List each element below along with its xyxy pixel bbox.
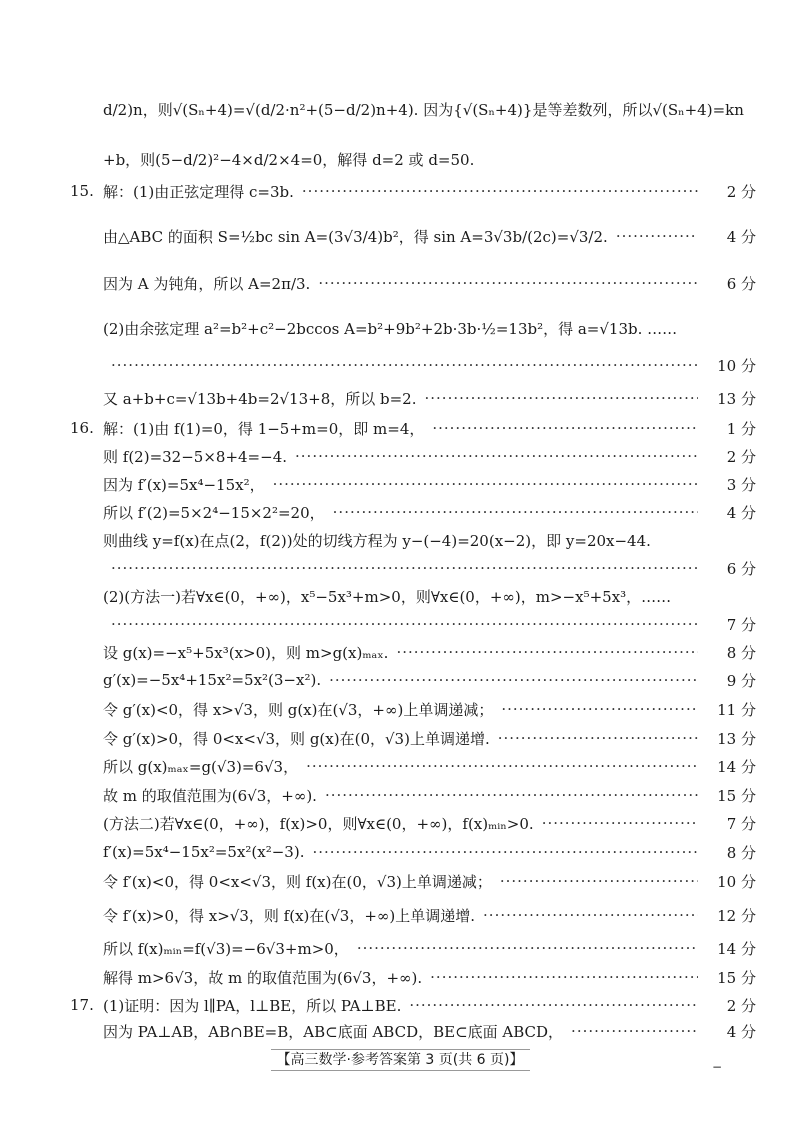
- dot-leader: [357, 933, 698, 963]
- answer-line: [0, 637, 800, 667]
- answer-line: [0, 144, 800, 174]
- line-text: 令 g′(x)<0，得 x>√3，则 g(x)在(√3，+∞)上单调递减；: [103, 700, 494, 719]
- dot-leader: [318, 268, 698, 298]
- answer-line: [0, 866, 800, 896]
- line-text: 因为 PA⊥AB，AB∩BE=B，AB⊂底面 ABCD，BE⊂底面 ABCD，: [103, 1022, 564, 1041]
- dot-leader: [295, 441, 698, 471]
- line-text: 由△ABC 的面积 S=½bc sin A=(3√3/4)b²，得 sin A=3√3b/(2c)=√3/2.: [103, 227, 608, 246]
- score-points: 4 分: [726, 1022, 756, 1041]
- answer-line: [0, 350, 800, 380]
- dot-leader: [111, 553, 698, 583]
- score-points: 4 分: [726, 227, 756, 246]
- score-points: 2 分: [726, 447, 756, 466]
- dot-leader: [501, 694, 698, 724]
- corner-mark: −: [712, 1060, 723, 1074]
- line-text: d/2)n，则√(Sₙ+4)=√(d/2·n²+(5−d/2)n+4). 因为{√(Sₙ+4)}是等差数列，所以√(Sₙ+4)=kn: [103, 100, 744, 119]
- dot-leader: [302, 176, 698, 206]
- answer-line: [0, 497, 800, 527]
- answer-line: [0, 525, 800, 555]
- answer-line: [0, 808, 800, 838]
- line-text: 令 f′(x)<0，得 0<x<√3，则 f(x)在(0，√3)上单调递减；: [103, 872, 492, 891]
- score-points: 3 分: [726, 475, 756, 494]
- line-text: (2)(方法一)若∀x∈(0，+∞)，x⁵−5x³+m>0，则∀x∈(0，+∞)，m>−x⁵+5x³，……: [103, 587, 672, 606]
- answer-line: [0, 900, 800, 930]
- line-text: 则曲线 y=f(x)在点(2，f(2))处的切线方程为 y−(−4)=20(x−2)，即 y=20x−44.: [103, 531, 651, 550]
- dot-leader: [396, 637, 698, 667]
- dot-leader: [483, 900, 698, 930]
- score-points: 4 分: [726, 503, 756, 522]
- score-points: 2 分: [726, 182, 756, 201]
- dot-leader: [329, 665, 698, 695]
- answer-line: [0, 837, 800, 867]
- score-points: 7 分: [726, 615, 756, 634]
- answer-line: [0, 665, 800, 695]
- score-points: 10 分: [717, 872, 756, 891]
- line-text: 所以 f′(2)=5×2⁴−15×2²=20，: [103, 503, 325, 522]
- line-text: 故 m 的取值范围为(6√3，+∞).: [103, 786, 317, 805]
- answer-line: [0, 413, 800, 443]
- score-points: 15 分: [717, 786, 756, 805]
- dot-leader: [111, 350, 698, 380]
- score-points: 15 分: [717, 968, 756, 987]
- question-number: 17.: [70, 996, 94, 1014]
- question-number: 15.: [70, 182, 94, 200]
- answer-line: [0, 441, 800, 471]
- line-text: 解得 m>6√3，故 m 的取值范围为(6√3，+∞).: [103, 968, 423, 987]
- answer-line: [0, 383, 800, 413]
- page-footer: [0, 1049, 800, 1069]
- score-points: 6 分: [726, 559, 756, 578]
- line-text: 又 a+b+c=√13b+4b=2√13+8，所以 b=2.: [103, 389, 417, 408]
- line-text: +b，则(5−d/2)²−4×d/2×4=0，解得 d=2 或 d=50.: [103, 150, 475, 169]
- answer-line: [0, 268, 800, 298]
- line-text: 设 g(x)=−x⁵+5x³(x>0)，则 m>g(x)ₘₐₓ.: [103, 643, 389, 662]
- score-points: 10 分: [717, 356, 756, 375]
- score-points: 8 分: [726, 843, 756, 862]
- dot-leader: [500, 866, 698, 896]
- question-number: 16.: [70, 419, 94, 437]
- line-text: 令 g′(x)>0，得 0<x<√3，则 g(x)在(0，√3)上单调递增.: [103, 729, 490, 748]
- score-points: 14 分: [717, 939, 756, 958]
- line-text: 因为 f′(x)=5x⁴−15x²，: [103, 475, 265, 494]
- dot-leader: [425, 383, 699, 413]
- line-text: 所以 g(x)ₘₐₓ=g(√3)=6√3，: [103, 757, 299, 776]
- score-points: 7 分: [726, 814, 756, 833]
- score-points: 13 分: [717, 389, 756, 408]
- dot-leader: [306, 751, 698, 781]
- line-text: 则 f(2)=32−5×8+4=−4.: [103, 447, 288, 466]
- answer-line: [0, 313, 800, 343]
- dot-leader: [432, 413, 698, 443]
- dot-leader: [616, 221, 698, 251]
- score-points: 14 分: [717, 757, 756, 776]
- dot-leader: [571, 1016, 698, 1046]
- score-points: 2 分: [726, 996, 756, 1015]
- score-points: 9 分: [726, 671, 756, 690]
- line-text: f′(x)=5x⁴−15x²=5x²(x²−3).: [103, 843, 305, 861]
- answer-line: [0, 609, 800, 639]
- answer-line: [0, 694, 800, 724]
- score-points: 6 分: [726, 274, 756, 293]
- line-text: (方法二)若∀x∈(0，+∞)，f(x)>0，则∀x∈(0，+∞)，f(x)ₘᵢₙ>0.: [103, 814, 534, 833]
- line-text: 解：(1)由正弦定理得 c=3b.: [103, 182, 294, 201]
- answer-line: [0, 933, 800, 963]
- dot-leader: [273, 469, 698, 499]
- dot-leader: [111, 609, 698, 639]
- line-text: 令 f′(x)>0，得 x>√3，则 f(x)在(√3，+∞)上单调递增.: [103, 906, 476, 925]
- score-points: 11 分: [717, 700, 756, 719]
- answer-line: [0, 553, 800, 583]
- score-points: 1 分: [726, 419, 756, 438]
- answer-line: [0, 176, 800, 206]
- answer-line: [0, 1016, 800, 1046]
- line-text: 解：(1)由 f(1)=0，得 1−5+m=0，即 m=4，: [103, 419, 425, 438]
- answer-line: [0, 581, 800, 611]
- dot-leader: [430, 962, 698, 992]
- score-points: 12 分: [717, 906, 756, 925]
- answer-line: [0, 962, 800, 992]
- line-text: 所以 f(x)ₘᵢₙ=f(√3)=−6√3+m>0，: [103, 939, 349, 958]
- line-text: (1)证明：因为 l∥PA，l⊥BE，所以 PA⊥BE.: [103, 996, 402, 1015]
- dot-leader: [325, 780, 698, 810]
- answer-line: [0, 94, 800, 124]
- answer-line: [0, 221, 800, 251]
- answer-line: [0, 723, 800, 753]
- score-points: 8 分: [726, 643, 756, 662]
- dot-leader: [312, 837, 698, 867]
- footer-text: 【高三数学·参考答案第 3 页(共 6 页)】: [271, 1049, 530, 1071]
- dot-leader: [333, 497, 698, 527]
- dot-leader: [542, 808, 698, 838]
- answer-line: [0, 751, 800, 781]
- score-points: 13 分: [717, 729, 756, 748]
- line-text: 因为 A 为钝角，所以 A=2π/3.: [103, 274, 311, 293]
- dot-leader: [498, 723, 698, 753]
- answer-line: [0, 780, 800, 810]
- line-text: g′(x)=−5x⁴+15x²=5x²(3−x²).: [103, 671, 322, 689]
- answer-line: [0, 469, 800, 499]
- line-text: (2)由余弦定理 a²=b²+c²−2bccos A=b²+9b²+2b·3b·½=13b²，得 a=√13b. ……: [103, 319, 678, 338]
